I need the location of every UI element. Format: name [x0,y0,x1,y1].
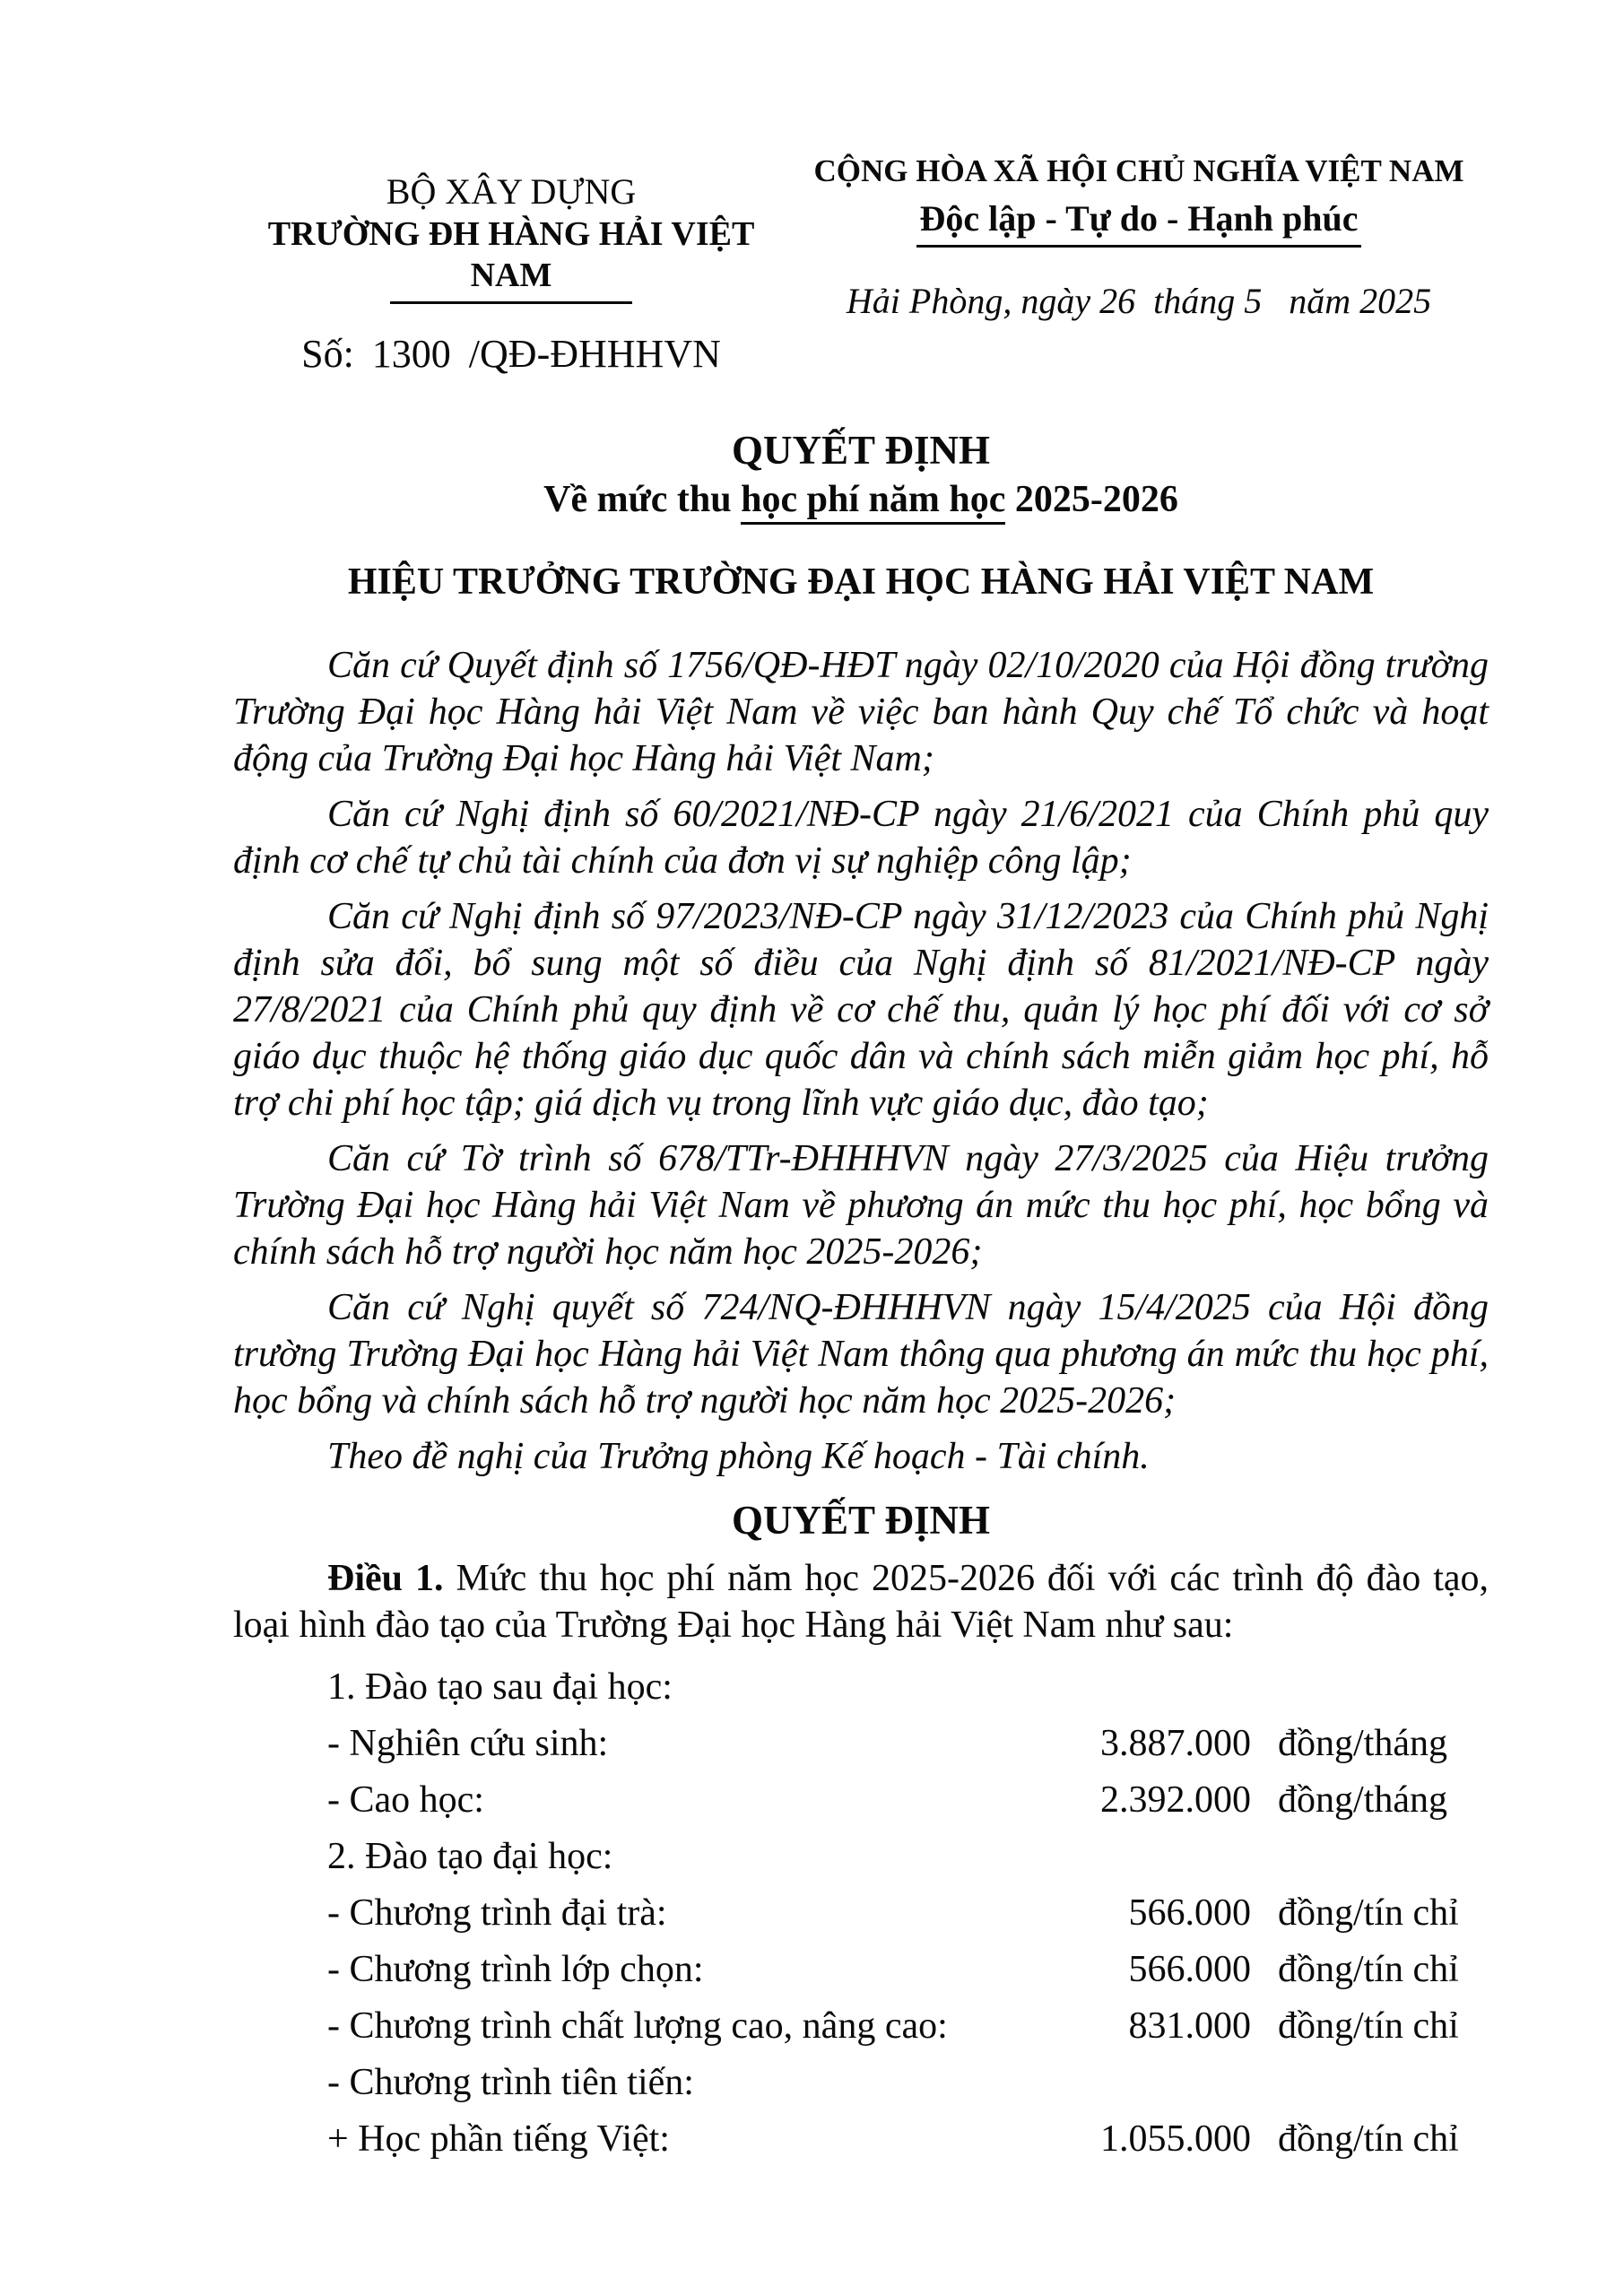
preamble-paragraph: Căn cứ Nghị định số 97/2023/NĐ-CP ngày 31/12/2023 của Chính phủ Nghị định sửa đổi, bổ sung một số điều của Nghị định số 81/2021/NĐ-CP ngày 27/8/2021 của Chính phủ quy định về cơ chế thu, quản lý học phí đối với cơ sở giáo dục thuộc hệ thống giáo dục quốc dân và chính sách miễn giảm học phí, hỗ trợ chi phí học tập; giá dịch vụ trong lĩnh vực giáo dục, đào tạo; [233,896,1489,1124]
fee-unit: đồng/tín chỉ [1278,1949,1459,1990]
article-1-paragraph [233,1555,1489,1648]
fee-label: - Chương trình chất lượng cao, nâng cao: [327,2005,948,2047]
fee-row [233,2111,1489,2168]
subject-underlined-part: học phí năm học [741,479,1005,525]
national-header-block [789,152,1489,323]
fee-unit [1251,1659,1489,1716]
issuer-heading: HIỆU TRƯỞNG TRƯỜNG ĐẠI HỌC HÀNG HẢI VIỆT NAM [347,561,1375,603]
national-title: CỘNG HÒA XÃ HỘI CHỦ NGHĨA VIỆT NAM [813,153,1464,188]
document-header [233,152,1489,378]
fee-list [233,1659,1489,2168]
fee-row [233,1998,1489,2055]
preamble-paragraph: Căn cứ Tờ trình số 678/TTr-ĐHHHVN ngày 27/3/2025 của Hiệu trưởng Trường Đại học Hàng hải Việt Nam về phương án mức thu học phí, học bổng và chính sách hỗ trợ người học năm học 2025-2026; [233,1138,1489,1273]
fee-label: - Chương trình lớp chọn: [327,1949,704,1990]
preamble-paragraph: Căn cứ Nghị quyết số 724/NQ-ĐHHHVN ngày 15/4/2025 của Hội đồng trường Trường Đại học Hàng hải Việt Nam thông qua phương án mức thu học phí, học bổng và chính sách hỗ trợ người học năm học 2025-2026; [233,1287,1489,1422]
fee-label: + Học phần tiếng Việt: [327,2118,670,2160]
fee-value: 2.392.000 [1100,1779,1251,1821]
ministry-name: BỘ XÂY DỰNG [386,171,637,212]
fee-value: 831.000 [1128,2005,1251,2047]
title-block [233,427,1489,604]
fee-unit: đồng/tín chỉ [1278,1892,1459,1934]
fee-label: - Nghiên cứu sinh: [327,1723,609,1764]
decision-heading: QUYẾT ĐỊNH [732,1498,990,1543]
fee-row [233,1772,1489,1829]
preamble-section [233,642,1489,1480]
subject-suffix: 2025-2026 [1005,479,1178,520]
fee-label: - Chương trình tiên tiến: [327,2062,694,2103]
fee-label: - Cao học: [327,1779,484,1821]
preamble-paragraph: Căn cứ Nghị định số 60/2021/NĐ-CP ngày 21/6/2021 của Chính phủ quy định cơ chế tự chủ tài chính của đơn vị sự nghiệp công lập; [233,794,1489,882]
fee-row [233,1942,1489,1998]
fee-value [1072,1829,1251,1885]
preamble-paragraph: Theo đề nghị của Trưởng phòng Kế hoạch - Tài chính. [327,1436,1150,1477]
fee-value: 566.000 [1128,1949,1251,1990]
fee-unit [1251,2055,1489,2111]
fee-value [1072,2055,1251,2111]
fee-label: 1. Đào tạo sau đại học: [327,1666,673,1708]
fee-unit [1251,1829,1489,1885]
fee-unit: đồng/tín chỉ [1278,2005,1459,2047]
document-number-label: Số: [301,332,354,376]
fee-unit: đồng/tháng [1278,1779,1447,1821]
fee-value: 3.887.000 [1100,1723,1251,1764]
national-motto: Độc lập - Tự do - Hạnh phúc [916,197,1362,248]
fee-row [233,1659,1489,1716]
fee-value: 566.000 [1128,1892,1251,1934]
fee-row [233,1829,1489,1885]
fee-label: - Chương trình đại trà: [327,1892,667,1934]
document-number-line [233,331,789,378]
fee-row [233,1716,1489,1772]
fee-unit: đồng/tín chỉ [1278,2118,1459,2160]
fee-value: 1.055.000 [1100,2118,1251,2160]
fee-unit: đồng/tháng [1278,1723,1447,1764]
article-1-text: Mức thu học phí năm học 2025-2026 đối với các trình độ đào tạo, loại hình đào tạo của Trường Đại học Hàng hải Việt Nam như sau: [233,1558,1489,1646]
fee-row [233,1885,1489,1942]
decree-heading: QUYẾT ĐỊNH [732,428,990,473]
fee-value [1072,1659,1251,1716]
subject-prefix: Về mức thu [543,479,742,520]
national-motto-wrap [789,197,1489,248]
place-date-line: Hải Phòng, ngày 26 tháng 5 năm 2025 [846,281,1432,321]
article-1-label: Điều 1. [327,1558,444,1599]
university-name-underline [390,301,632,304]
fee-row [233,2055,1489,2111]
preamble-paragraph: Căn cứ Quyết định số 1756/QĐ-HĐT ngày 02/10/2020 của Hội đồng trường Trường Đại học Hàng hải Việt Nam về việc ban hành Quy chế Tổ chức và hoạt động của Trường Đại học Hàng hải Việt Nam; [233,645,1489,779]
document-number: 1300 [371,332,451,376]
issuing-agency-block [233,152,789,378]
decree-subject [233,477,1489,522]
fee-label: 2. Đào tạo đại học: [327,1836,613,1877]
document-number-suffix: /QĐ-ĐHHHVN [468,332,721,376]
university-name: TRƯỜNG ĐH HÀNG HẢI VIỆT NAM [267,215,755,294]
